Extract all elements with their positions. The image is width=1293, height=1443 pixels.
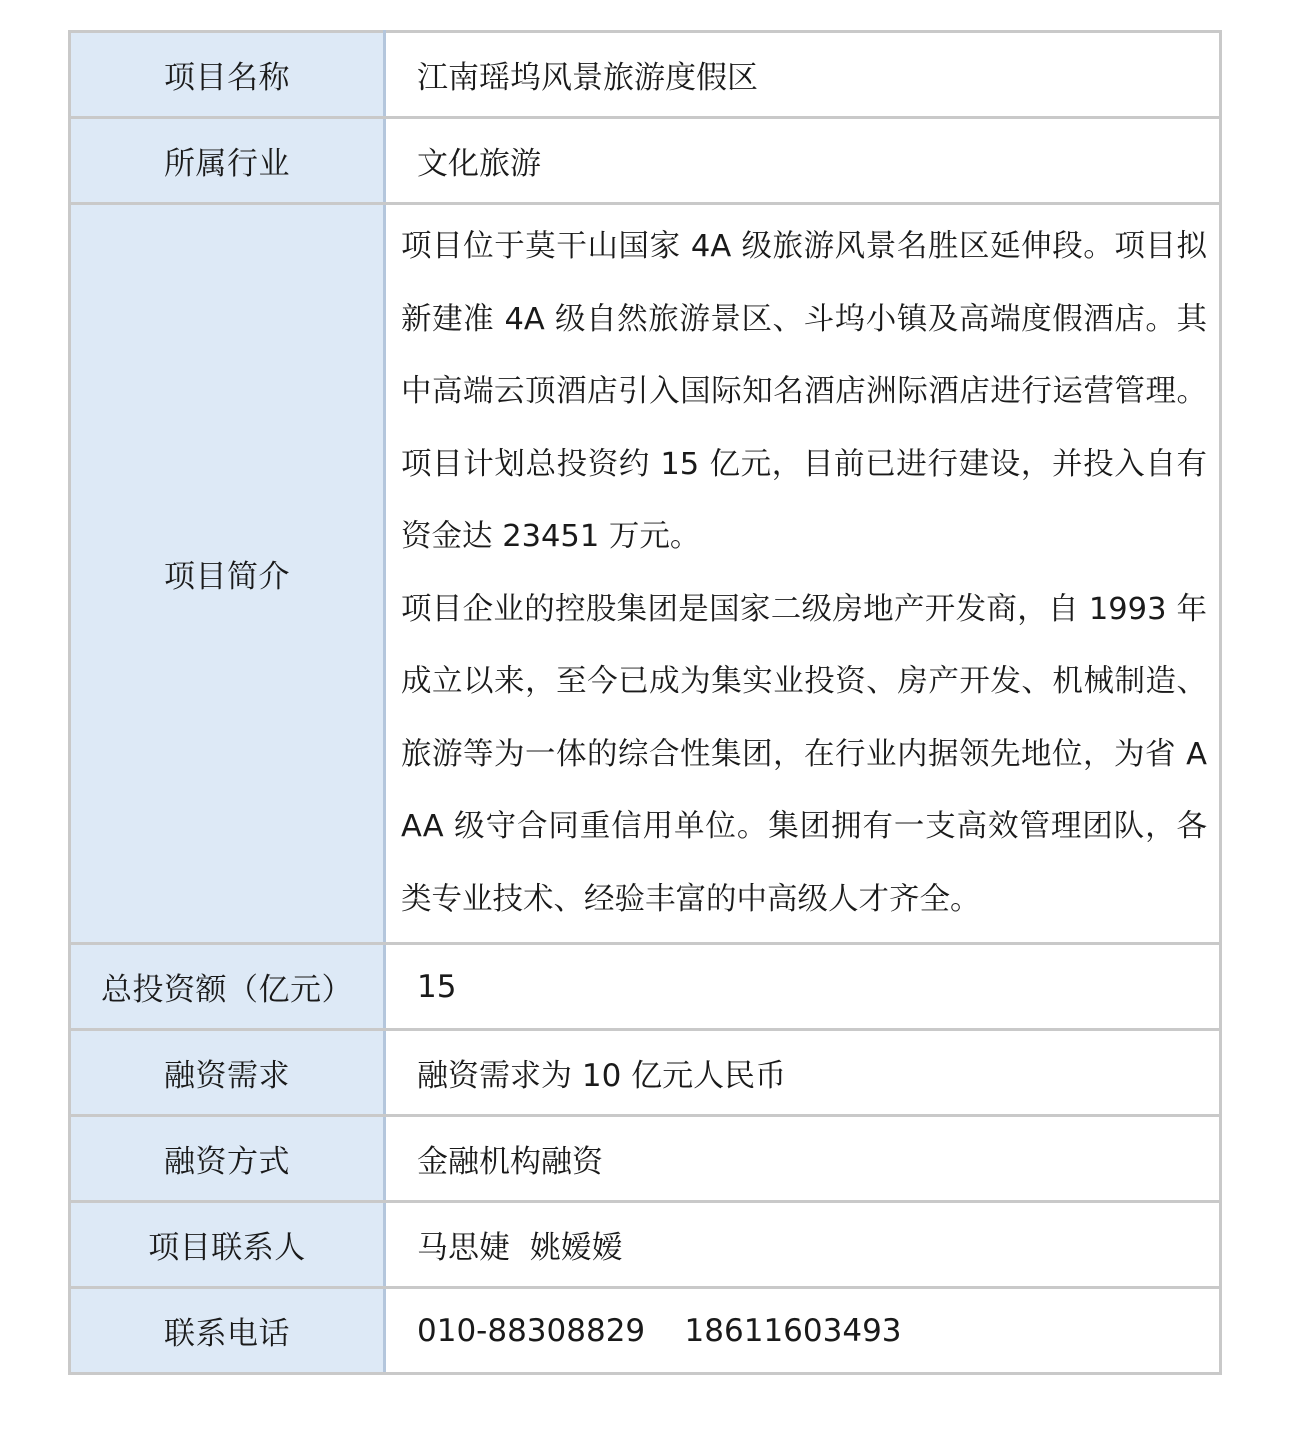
project-name-value: 江南瑶坞风景旅游度假区 <box>385 32 1221 118</box>
contact-phone-value: 010-88308829 18611603493 <box>385 1288 1221 1374</box>
row-contact-phone <box>70 1288 1221 1374</box>
contact-phone-label: 联系电话 <box>70 1288 385 1374</box>
contact-person-label: 项目联系人 <box>70 1202 385 1288</box>
intro-label: 项目简介 <box>70 204 385 944</box>
row-contact-person <box>70 1202 1221 1288</box>
project-name-label: 项目名称 <box>70 32 385 118</box>
industry-label: 所属行业 <box>70 118 385 204</box>
row-financing-need <box>70 1030 1221 1116</box>
financing-need-value: 融资需求为 10 亿元人民币 <box>385 1030 1221 1116</box>
project-info-table <box>68 30 1222 1375</box>
contact-person-value: 马思婕 姚嫒嫒 <box>385 1202 1221 1288</box>
total-investment-label: 总投资额（亿元） <box>70 944 385 1030</box>
intro-paragraph: 项目企业的控股集团是国家二级房地产开发商，自 1993 年成立以来，至今已成为集实业投资、房产开发、机械制造、旅游等为一体的综合性集团，在行业内据领先地位，为省 AAA 级守合同重信用单位。集团拥有一支高效管理团队，各类专业技术、经验丰富的中高级人才齐全。 <box>401 591 1207 917</box>
row-intro <box>70 204 1221 944</box>
total-investment-value: 15 <box>385 944 1221 1030</box>
financing-method-value: 金融机构融资 <box>385 1116 1221 1202</box>
row-financing-method <box>70 1116 1221 1202</box>
intro-paragraph: 项目位于莫干山国家 4A 级旅游风景名胜区延伸段。项目拟新建准 4A 级自然旅游景区、斗坞小镇及高端度假酒店。其中高端云顶酒店引入国际知名酒店洲际酒店进行运营管理。项目计划总投资约 15 亿元，目前已进行建设，并投入自有资金达 23451 万元。 <box>401 229 1207 554</box>
financing-method-label: 融资方式 <box>70 1116 385 1202</box>
row-industry <box>70 118 1221 204</box>
row-total-investment <box>70 944 1221 1030</box>
row-project-name <box>70 32 1221 118</box>
intro-value <box>385 204 1221 944</box>
financing-need-label: 融资需求 <box>70 1030 385 1116</box>
industry-value: 文化旅游 <box>385 118 1221 204</box>
